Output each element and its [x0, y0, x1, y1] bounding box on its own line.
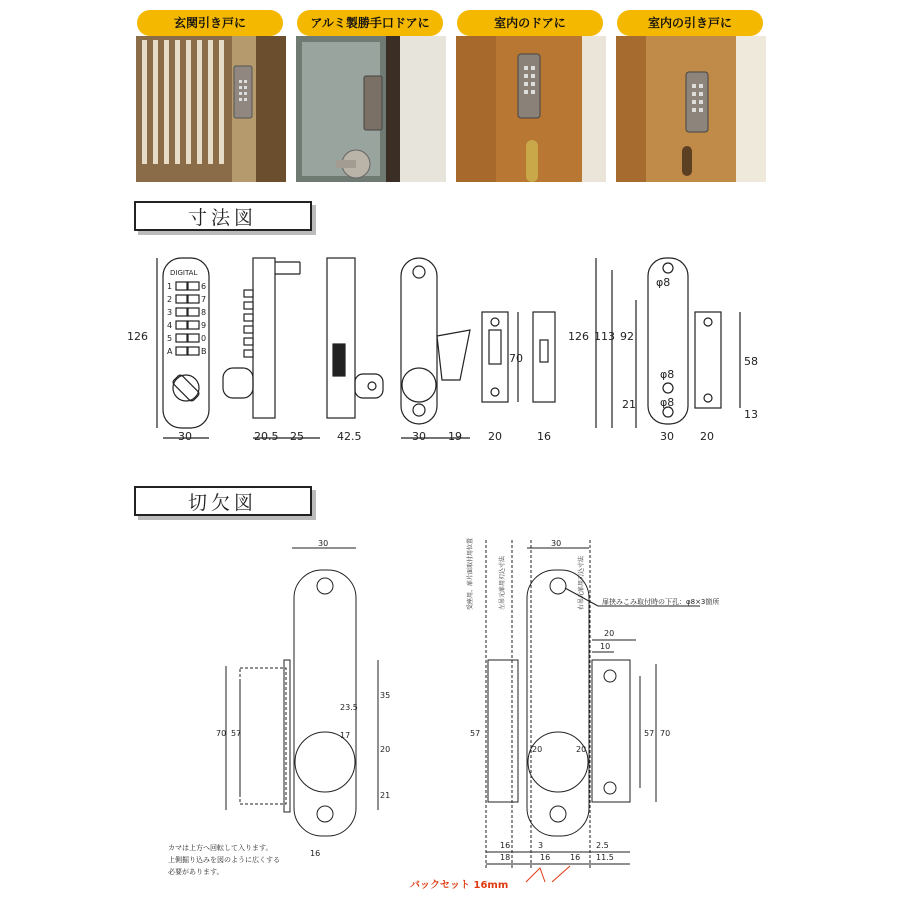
rear-phi-1: φ8 [656, 276, 671, 289]
rear-126: 126 [568, 330, 589, 343]
vertical-label-2: 左吊元扉用刃込寸法 [499, 555, 506, 610]
svg-text:A: A [167, 347, 173, 356]
rear-30: 30 [660, 430, 674, 443]
badge-entrance-sliding: 玄関引き戸に [137, 10, 283, 36]
right-16: 16 [500, 841, 511, 850]
cutout-note: カマは上方へ回転して入ります。 上側掘り込みを図のように広くする 必要があります。 [168, 844, 280, 876]
left-20: 20 [380, 745, 391, 754]
vertical-label-1: 受座用、扉片面取付用位置 [467, 537, 474, 610]
keypad-front-view [127, 258, 209, 443]
badge-interior-door: 室内のドアに [457, 10, 603, 36]
right-10: 10 [600, 642, 611, 651]
right-top-30: 30 [551, 539, 562, 548]
right-3: 3 [538, 841, 544, 850]
right-20-b: 20 [576, 745, 587, 754]
rear-view [568, 258, 758, 443]
section-dimensions-heading: 寸法図 [134, 201, 312, 231]
end-view [327, 258, 383, 443]
inner-plate-view [401, 258, 470, 443]
left-70: 70 [216, 729, 227, 738]
svg-text:1: 1 [167, 282, 173, 291]
right-2-5: 2.5 [596, 841, 609, 850]
left-35: 35 [380, 691, 391, 700]
backset-label: バックセット 16mm [410, 880, 509, 891]
side-42-5: 42.5 [337, 430, 362, 443]
badge-aluminum-door: アルミ製勝手口ドアに [297, 10, 443, 36]
strike-20: 20 [488, 430, 502, 443]
right-16-b: 16 [540, 853, 551, 862]
left-57: 57 [231, 729, 242, 738]
hole-note: 扉挟みこみ取付時の下孔：φ8×3箇所 [602, 598, 720, 606]
rear-phi-2: φ8 [660, 368, 675, 381]
left-top-30: 30 [318, 539, 329, 548]
svg-text:9: 9 [201, 321, 207, 330]
rear-92: 92 [620, 330, 634, 343]
vertical-label-3: 右吊元扉用刃込寸法 [578, 555, 585, 610]
keypad-label: DIGITAL [170, 269, 198, 277]
right-18: 18 [500, 853, 511, 862]
photo-aluminum-door [296, 36, 446, 182]
photo-interior-sliding-door [616, 36, 766, 182]
strike-views [482, 312, 555, 443]
left-16: 16 [310, 849, 321, 858]
strike-70: 70 [509, 352, 523, 365]
right-57-a: 57 [470, 729, 481, 738]
svg-text:7: 7 [201, 295, 207, 304]
plate-30: 30 [412, 430, 426, 443]
strike-16: 16 [537, 430, 551, 443]
side-view [223, 258, 320, 443]
right-57-b: 57 [644, 729, 655, 738]
svg-text:8: 8 [201, 308, 207, 317]
right-11-5: 11.5 [596, 853, 614, 862]
svg-text:2: 2 [167, 295, 173, 304]
svg-text:3: 3 [167, 308, 173, 317]
right-16-c: 16 [570, 853, 581, 862]
side-20-5: 20.5 [254, 430, 279, 443]
left-23-5: 23.5 [340, 703, 358, 712]
cutout-drawing [0, 530, 900, 890]
left-17: 17 [340, 731, 351, 740]
photo-interior-door [456, 36, 606, 182]
right-20-a: 20 [532, 745, 543, 754]
svg-text:B: B [201, 347, 207, 356]
height-126: 126 [127, 330, 148, 343]
photo-entrance-sliding-door [136, 36, 286, 182]
svg-text:4: 4 [167, 321, 173, 330]
rear-21: 21 [622, 398, 636, 411]
rear-20: 20 [700, 430, 714, 443]
badge-interior-sliding: 室内の引き戸に [617, 10, 763, 36]
svg-text:6: 6 [201, 282, 207, 291]
section-cutout-heading: 切欠図 [134, 486, 312, 516]
svg-text:0: 0 [201, 334, 207, 343]
rear-phi-3: φ8 [660, 396, 675, 409]
dimension-drawing [0, 240, 900, 450]
right-20: 20 [604, 629, 615, 638]
rear-113: 113 [594, 330, 615, 343]
svg-text:5: 5 [167, 334, 173, 343]
rear-13: 13 [744, 408, 758, 421]
rear-58: 58 [744, 355, 758, 368]
right-70: 70 [660, 729, 671, 738]
right-cutout-view [466, 538, 719, 882]
side-25: 25 [290, 430, 304, 443]
left-21: 21 [380, 791, 391, 800]
plate-19: 19 [448, 430, 462, 443]
left-cutout-view [216, 539, 390, 858]
width-30: 30 [178, 430, 192, 443]
